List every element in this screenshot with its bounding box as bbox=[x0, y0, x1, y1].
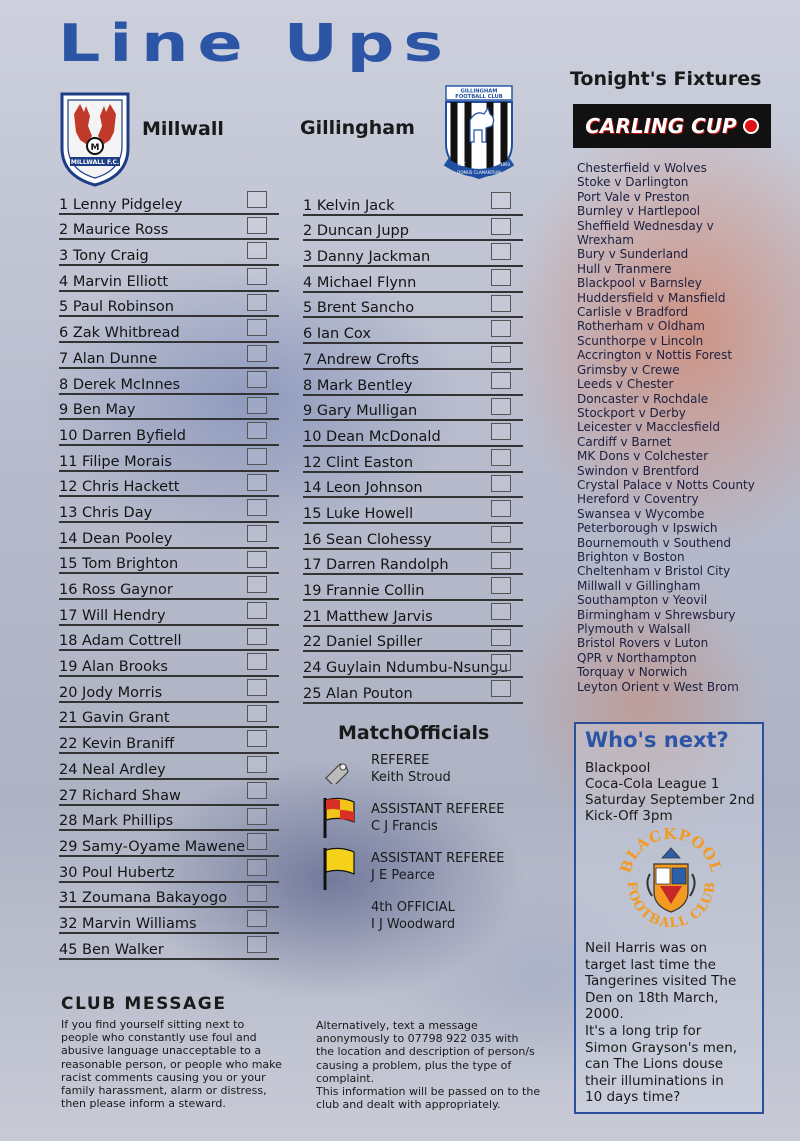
player-name: 18 Adam Cottrell bbox=[59, 633, 182, 650]
home-team-name: Millwall bbox=[142, 118, 224, 140]
player-checkbox[interactable] bbox=[247, 653, 267, 670]
player-name: 14 Leon Johnson bbox=[303, 480, 423, 497]
player-name: 30 Poul Hubertz bbox=[59, 864, 175, 881]
fixture-item: Crystal Palace v Notts County bbox=[577, 477, 755, 492]
fixture-item: Huddersfield v Mansfield bbox=[577, 290, 726, 305]
player-checkbox[interactable] bbox=[247, 217, 267, 234]
message-line: Alternatively, text a message bbox=[316, 1019, 478, 1032]
fixture-item: Rotherham v Oldham bbox=[577, 319, 705, 334]
official-referee bbox=[371, 752, 451, 786]
player-name: 16 Ross Gaynor bbox=[59, 582, 173, 598]
message-line: racist comments causing you or your bbox=[61, 1070, 266, 1084]
player-row bbox=[59, 883, 279, 909]
player-checkbox[interactable] bbox=[247, 936, 267, 953]
player-row bbox=[303, 293, 523, 319]
player-name: 4 Michael Flynn bbox=[303, 274, 417, 291]
player-name: 21 Matthew Jarvis bbox=[303, 608, 433, 625]
player-checkbox[interactable] bbox=[247, 551, 267, 568]
player-checkbox[interactable] bbox=[491, 629, 511, 646]
svg-text:GILLINGHAM: GILLINGHAM bbox=[460, 88, 498, 95]
fixtures-heading: Tonight's Fixtures bbox=[570, 68, 762, 90]
player-row bbox=[59, 574, 279, 600]
player-row bbox=[59, 395, 279, 421]
whistle-icon bbox=[322, 756, 352, 784]
message-line: family harassment, alarm or distress, bbox=[61, 1084, 267, 1098]
player-checkbox[interactable] bbox=[247, 808, 267, 825]
player-checkbox[interactable] bbox=[247, 910, 267, 927]
player-checkbox[interactable] bbox=[247, 448, 267, 465]
svg-text:MILLWALL F.C.: MILLWALL F.C. bbox=[70, 159, 120, 166]
fixture-item: Chesterfield v Wolves bbox=[577, 161, 707, 175]
official-role: REFEREE bbox=[371, 753, 430, 768]
player-checkbox[interactable] bbox=[247, 319, 267, 336]
player-row bbox=[303, 370, 523, 396]
player-row bbox=[303, 601, 523, 627]
player-checkbox[interactable] bbox=[491, 192, 511, 209]
fixture-item: Plymouth v Walsall bbox=[577, 622, 691, 636]
next-story-line: It's a long trip for bbox=[585, 1022, 702, 1039]
millwall-crest-icon bbox=[56, 88, 134, 188]
message-line: If you find yourself sitting next to bbox=[61, 1018, 245, 1031]
player-row bbox=[59, 189, 279, 215]
player-row bbox=[303, 575, 523, 601]
player-name: 22 Daniel Spiller bbox=[303, 634, 423, 651]
fixture-item: Wrexham bbox=[577, 233, 634, 248]
player-row bbox=[303, 241, 523, 267]
player-row bbox=[59, 369, 279, 395]
fixture-item: Sheffield Wednesday v bbox=[577, 218, 714, 233]
message-line: This information will be passed on to the bbox=[316, 1085, 541, 1099]
carling-cup-logo-text: CARLING CUP bbox=[585, 114, 737, 138]
fixture-item: Torquay v Norwich bbox=[577, 665, 688, 680]
player-name: 1 Kelvin Jack bbox=[303, 197, 395, 214]
player-row bbox=[59, 292, 279, 318]
player-checkbox[interactable] bbox=[247, 422, 267, 439]
player-row bbox=[59, 549, 279, 575]
fixtures-list bbox=[577, 161, 792, 694]
player-checkbox[interactable] bbox=[491, 269, 511, 286]
player-name: 11 Filipe Morais bbox=[59, 453, 172, 470]
player-checkbox[interactable] bbox=[247, 859, 267, 876]
player-name: 8 Derek McInnes bbox=[59, 376, 181, 393]
player-row bbox=[303, 421, 523, 447]
player-name: 27 Richard Shaw bbox=[59, 787, 181, 804]
player-name: 32 Marvin Williams bbox=[59, 915, 197, 932]
player-row bbox=[59, 472, 279, 498]
next-story-line: 10 days time? bbox=[585, 1089, 681, 1106]
player-row bbox=[303, 344, 523, 370]
carling-cup-logo bbox=[573, 104, 771, 148]
fixture-item: Scunthorpe v Lincoln bbox=[577, 333, 704, 348]
away-roster bbox=[303, 190, 523, 704]
player-checkbox[interactable] bbox=[247, 628, 267, 645]
player-row bbox=[59, 317, 279, 343]
player-checkbox[interactable] bbox=[491, 526, 511, 543]
fixture-item: Hull v Tranmere bbox=[577, 261, 672, 276]
player-checkbox[interactable] bbox=[491, 475, 511, 492]
official-fourth bbox=[371, 899, 455, 933]
whos-next-story bbox=[585, 940, 763, 1106]
fixture-item: Southampton v Yeovil bbox=[577, 593, 708, 608]
player-checkbox[interactable] bbox=[247, 525, 267, 542]
fixture-item: Leeds v Chester bbox=[577, 377, 674, 392]
player-row bbox=[303, 447, 523, 473]
player-checkbox[interactable] bbox=[491, 680, 511, 697]
official-assistant-1 bbox=[371, 801, 505, 835]
player-checkbox[interactable] bbox=[491, 577, 511, 594]
player-row bbox=[59, 446, 279, 472]
next-info-line: Saturday September 2nd bbox=[585, 792, 755, 808]
official-role: 4th OFFICIAL bbox=[371, 900, 455, 915]
fixture-item: Peterborough v Ipswich bbox=[577, 521, 718, 536]
player-checkbox[interactable] bbox=[247, 371, 267, 388]
player-row bbox=[59, 600, 279, 626]
svg-text:DOMUS CLAMANTIUM: DOMUS CLAMANTIUM bbox=[457, 170, 501, 175]
official-role: ASSISTANT REFEREE bbox=[371, 851, 505, 866]
player-checkbox[interactable] bbox=[247, 885, 267, 902]
player-name: 19 Frannie Collin bbox=[303, 583, 425, 599]
away-team-name: Gillingham bbox=[300, 117, 415, 139]
player-name: 21 Gavin Grant bbox=[59, 710, 170, 727]
player-name: 4 Marvin Elliott bbox=[59, 273, 169, 290]
player-name: 2 Duncan Jupp bbox=[303, 223, 409, 240]
player-name: 17 Will Hendry bbox=[59, 607, 166, 624]
player-name: 31 Zoumana Bakayogo bbox=[59, 890, 228, 907]
player-checkbox[interactable] bbox=[247, 782, 267, 799]
player-name: 1 Lenny Pidgeley bbox=[59, 196, 183, 213]
player-name: 10 Darren Byfield bbox=[59, 427, 186, 444]
player-name: 15 Tom Brighton bbox=[59, 556, 179, 573]
svg-text:FOOTBALL CLUB: FOOTBALL CLUB bbox=[455, 94, 503, 100]
next-story-line: target last time the bbox=[585, 956, 716, 973]
player-checkbox[interactable] bbox=[491, 346, 511, 363]
fixture-item: Burnley v Hartlepool bbox=[577, 204, 701, 219]
message-line: abusive language unacceptable to a bbox=[61, 1044, 262, 1058]
player-checkbox[interactable] bbox=[491, 295, 511, 312]
player-checkbox[interactable] bbox=[491, 398, 511, 415]
official-name: I J Woodward bbox=[371, 917, 456, 932]
fixture-item: Brighton v Boston bbox=[577, 549, 685, 564]
fixture-item: Bury v Sunderland bbox=[577, 247, 689, 262]
player-checkbox[interactable] bbox=[247, 833, 267, 850]
player-name: 2 Maurice Ross bbox=[59, 222, 169, 239]
player-checkbox[interactable] bbox=[247, 756, 267, 773]
player-row bbox=[59, 857, 279, 883]
fixture-item: QPR v Northampton bbox=[577, 650, 697, 665]
player-name: 22 Kevin Braniff bbox=[59, 736, 175, 753]
player-row bbox=[303, 550, 523, 576]
player-row bbox=[59, 523, 279, 549]
next-story-line: Neil Harris was on bbox=[585, 940, 708, 956]
official-name: C J Francis bbox=[371, 819, 438, 834]
player-row bbox=[59, 703, 279, 729]
red-yellow-flag-icon bbox=[320, 796, 360, 840]
player-checkbox[interactable] bbox=[491, 372, 511, 389]
fixture-item: Birmingham v Shrewsbury bbox=[577, 607, 736, 622]
player-checkbox[interactable] bbox=[491, 243, 511, 260]
fixture-item: Blackpool v Barnsley bbox=[577, 276, 702, 291]
player-name: 17 Darren Randolph bbox=[303, 557, 449, 574]
player-checkbox[interactable] bbox=[247, 499, 267, 516]
message-line: causing a problem, plus the type of bbox=[316, 1058, 512, 1072]
player-row bbox=[303, 216, 523, 242]
fixture-item: Bristol Rovers v Luton bbox=[577, 636, 709, 651]
player-checkbox[interactable] bbox=[247, 474, 267, 491]
blackpool-crest-icon bbox=[616, 824, 726, 934]
next-info-line: Kick-Off 3pm bbox=[585, 808, 673, 824]
page-title: Line Ups bbox=[58, 14, 452, 74]
player-checkbox[interactable] bbox=[491, 500, 511, 517]
player-row bbox=[59, 728, 279, 754]
player-name: 28 Mark Phillips bbox=[59, 813, 174, 830]
official-name: Keith Stroud bbox=[371, 770, 451, 785]
player-checkbox[interactable] bbox=[247, 576, 267, 593]
player-name: 12 Clint Easton bbox=[303, 454, 414, 471]
player-row bbox=[303, 652, 523, 678]
next-story-line: Simon Grayson's men, bbox=[585, 1039, 738, 1056]
fixture-item: Grimsby v Crewe bbox=[577, 362, 680, 377]
fixture-item: Stockport v Derby bbox=[577, 405, 686, 420]
player-checkbox[interactable] bbox=[247, 294, 267, 311]
home-roster bbox=[59, 189, 279, 960]
message-line: anonymously to 07798 922 035 with bbox=[316, 1032, 519, 1046]
player-row bbox=[303, 498, 523, 524]
svg-text:M: M bbox=[90, 143, 100, 153]
fixture-item: Doncaster v Rochdale bbox=[577, 391, 709, 406]
player-name: 19 Alan Brooks bbox=[59, 659, 168, 676]
fixture-item: MK Dons v Colchester bbox=[577, 449, 709, 464]
next-story-line: 2000. bbox=[585, 1006, 624, 1023]
player-row bbox=[59, 677, 279, 703]
message-line: reasonable person, or people who make bbox=[61, 1057, 282, 1071]
svg-text:FOOTBALL CLUB: FOOTBALL CLUB bbox=[623, 880, 719, 932]
player-checkbox[interactable] bbox=[491, 552, 511, 569]
player-row bbox=[59, 651, 279, 677]
fixture-item: Leicester v Macclesfield bbox=[577, 420, 720, 435]
player-name: 9 Ben May bbox=[59, 402, 136, 419]
player-row bbox=[59, 754, 279, 780]
player-row bbox=[303, 627, 523, 653]
player-row bbox=[59, 343, 279, 369]
club-message-left bbox=[61, 1018, 301, 1110]
official-name: J E Pearce bbox=[371, 868, 435, 883]
fixture-item: Millwall v Gillingham bbox=[577, 578, 701, 593]
player-name: 3 Tony Craig bbox=[59, 248, 149, 265]
next-story-line: their illuminations in bbox=[585, 1072, 724, 1089]
fixture-item: Stoke v Darlington bbox=[577, 175, 689, 190]
player-row bbox=[59, 240, 279, 266]
player-checkbox[interactable] bbox=[491, 218, 511, 235]
fixture-item: Cheltenham v Bristol City bbox=[577, 564, 731, 579]
club-message-heading: CLUB MESSAGE bbox=[61, 994, 227, 1014]
fixture-item: Bournemouth v Southend bbox=[577, 535, 732, 550]
player-name: 6 Ian Cox bbox=[303, 326, 371, 343]
message-line: club and dealt with appropriately. bbox=[316, 1098, 501, 1112]
player-name: 20 Jody Morris bbox=[59, 684, 163, 701]
player-checkbox[interactable] bbox=[247, 730, 267, 747]
player-checkbox[interactable] bbox=[247, 268, 267, 285]
player-checkbox[interactable] bbox=[247, 397, 267, 414]
yellow-flag-icon bbox=[320, 846, 360, 892]
fixture-item: Swindon v Brentford bbox=[577, 463, 700, 478]
player-name: 29 Samy-Oyame Mawene bbox=[59, 838, 246, 855]
player-name: 25 Alan Pouton bbox=[303, 685, 413, 702]
player-row bbox=[59, 266, 279, 292]
player-name: 14 Dean Pooley bbox=[59, 530, 173, 547]
player-row bbox=[303, 318, 523, 344]
player-name: 10 Dean McDonald bbox=[303, 428, 441, 445]
fixture-item: Accrington v Nottis Forest bbox=[577, 348, 733, 363]
next-story-line: can The Lions douse bbox=[585, 1056, 724, 1073]
player-row bbox=[303, 473, 523, 499]
player-checkbox[interactable] bbox=[491, 449, 511, 466]
player-row bbox=[59, 934, 279, 960]
next-info-line: Coca-Cola League 1 bbox=[585, 776, 720, 792]
message-line: people who constantly use foul and bbox=[61, 1031, 257, 1045]
player-row bbox=[59, 420, 279, 446]
player-checkbox[interactable] bbox=[491, 603, 511, 620]
player-name: 13 Chris Day bbox=[59, 504, 153, 521]
player-name: 7 Andrew Crofts bbox=[303, 351, 419, 368]
whos-next-panel bbox=[574, 722, 764, 1114]
officials-heading: MatchOfficials bbox=[338, 722, 490, 744]
player-row bbox=[303, 678, 523, 704]
next-story-line: Tangerines visited The bbox=[585, 973, 737, 990]
fixture-item: Carlisle v Bradford bbox=[577, 305, 689, 320]
player-name: 24 Guylain Ndumbu-Nsungu bbox=[303, 660, 508, 677]
message-line: then please inform a steward. bbox=[61, 1097, 226, 1111]
fixture-item: Cardiff v Barnet bbox=[577, 434, 672, 449]
player-checkbox[interactable] bbox=[491, 654, 511, 671]
player-checkbox[interactable] bbox=[491, 423, 511, 440]
player-name: 24 Neal Ardley bbox=[59, 761, 166, 778]
football-icon bbox=[743, 118, 759, 134]
player-name: 45 Ben Walker bbox=[59, 941, 164, 958]
player-row bbox=[303, 190, 523, 216]
message-line: complaint. bbox=[316, 1071, 375, 1085]
player-name: 5 Brent Sancho bbox=[303, 300, 415, 317]
next-story-line: Den on 18th March, bbox=[585, 989, 719, 1006]
player-row bbox=[59, 831, 279, 857]
player-row bbox=[59, 626, 279, 652]
player-checkbox[interactable] bbox=[247, 345, 267, 362]
svg-text:BLACKPOOL: BLACKPOOL bbox=[616, 824, 726, 876]
message-line: the location and description of person/s bbox=[316, 1045, 535, 1059]
official-assistant-2 bbox=[371, 850, 505, 884]
player-row bbox=[303, 396, 523, 422]
player-row bbox=[59, 908, 279, 934]
player-row bbox=[59, 497, 279, 523]
next-info-line: Blackpool bbox=[585, 760, 651, 776]
club-message-right bbox=[316, 1019, 566, 1111]
player-row bbox=[59, 780, 279, 806]
player-name: 8 Mark Bentley bbox=[303, 377, 413, 394]
player-name: 12 Chris Hackett bbox=[59, 479, 180, 496]
player-name: 6 Zak Whitbread bbox=[59, 325, 180, 342]
fixture-item: Port Vale v Preston bbox=[577, 189, 690, 204]
player-checkbox[interactable] bbox=[247, 679, 267, 696]
whos-next-info bbox=[585, 760, 755, 824]
player-name: 3 Danny Jackman bbox=[303, 249, 431, 266]
player-checkbox[interactable] bbox=[247, 191, 267, 208]
svg-text:EST.: EST. bbox=[458, 162, 467, 167]
player-name: 9 Gary Mulligan bbox=[303, 403, 418, 420]
player-checkbox[interactable] bbox=[491, 320, 511, 337]
player-checkbox[interactable] bbox=[247, 602, 267, 619]
fixture-item: Leyton Orient v West Brom bbox=[577, 679, 739, 694]
player-name: 16 Sean Clohessy bbox=[303, 531, 432, 548]
player-row bbox=[303, 524, 523, 550]
official-role: ASSISTANT REFEREE bbox=[371, 802, 505, 817]
svg-text:1893: 1893 bbox=[500, 162, 511, 167]
player-row bbox=[59, 215, 279, 241]
player-row bbox=[59, 806, 279, 832]
player-checkbox[interactable] bbox=[247, 242, 267, 259]
whos-next-heading: Who's next? bbox=[585, 728, 729, 752]
player-checkbox[interactable] bbox=[247, 705, 267, 722]
gillingham-crest-icon bbox=[436, 84, 522, 184]
player-name: 7 Alan Dunne bbox=[59, 350, 158, 367]
player-row bbox=[303, 267, 523, 293]
fixture-item: Swansea v Wycombe bbox=[577, 506, 705, 521]
player-name: 15 Luke Howell bbox=[303, 505, 414, 522]
player-name: 5 Paul Robinson bbox=[59, 299, 174, 316]
fixture-item: Hereford v Coventry bbox=[577, 492, 699, 507]
